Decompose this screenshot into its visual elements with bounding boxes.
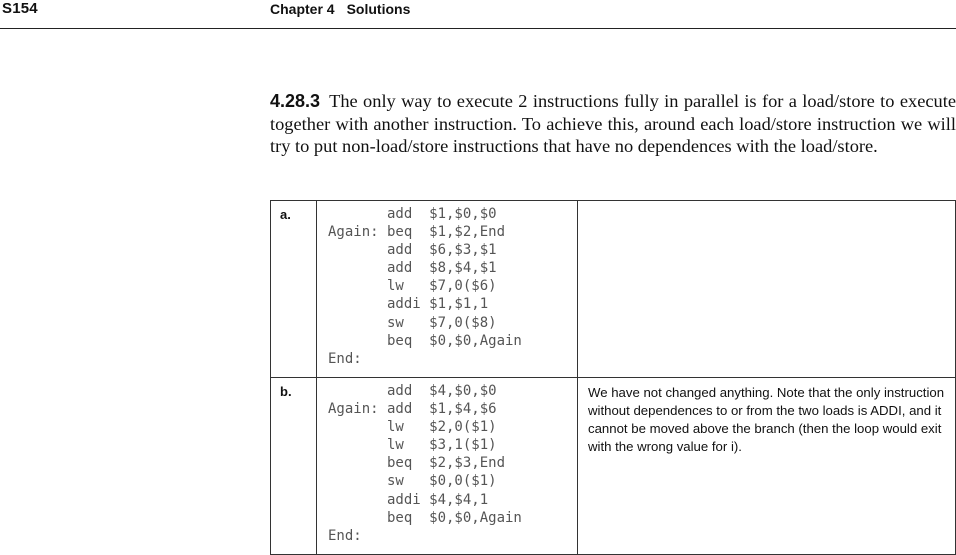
code-cell [317,201,578,378]
section-label: Solutions [346,1,411,17]
solution-table [270,200,956,555]
exercise-number: 4.28.3 [270,91,321,111]
row-label: b. [271,378,317,555]
table-row [271,201,956,378]
code-cell [317,378,578,555]
table-row [271,378,956,555]
code-listing: add $1,$0,$0 Again: beq $1,$2,End add $6,$3,$1 add $8,$4,$1 lw $7,0($6) addi $1,$1,1 sw $7,0($8) beq $0,$0,Again End: [328,206,522,367]
solution-paragraph [270,90,956,158]
chapter-label: Chapter 4 [270,1,335,17]
paragraph-text: The only way to execute 2 instructions fully in parallel is for a load/store to execute together with another instruction. To achieve this, around each load/store instruction we will try to put non-load/store instructions that have no dependences with the load/store. [270,91,956,156]
row-label: a. [271,201,317,378]
running-title [270,1,410,17]
page-number: S154 [2,0,38,17]
note-cell: We have not changed anything. Note that the only instruction without dependences to or from the two loads is ADDI, and it cannot be moved above the branch (then the loop would exit with the wrong value for i). [578,378,956,555]
page-header [0,0,956,29]
code-listing: add $4,$0,$0 Again: add $1,$4,$6 lw $2,0($1) lw $3,1($1) beq $2,$3,End sw $0,0($1) addi $4,$4,1 beq $0,$0,Again End: [328,383,522,544]
note-cell [578,201,956,378]
